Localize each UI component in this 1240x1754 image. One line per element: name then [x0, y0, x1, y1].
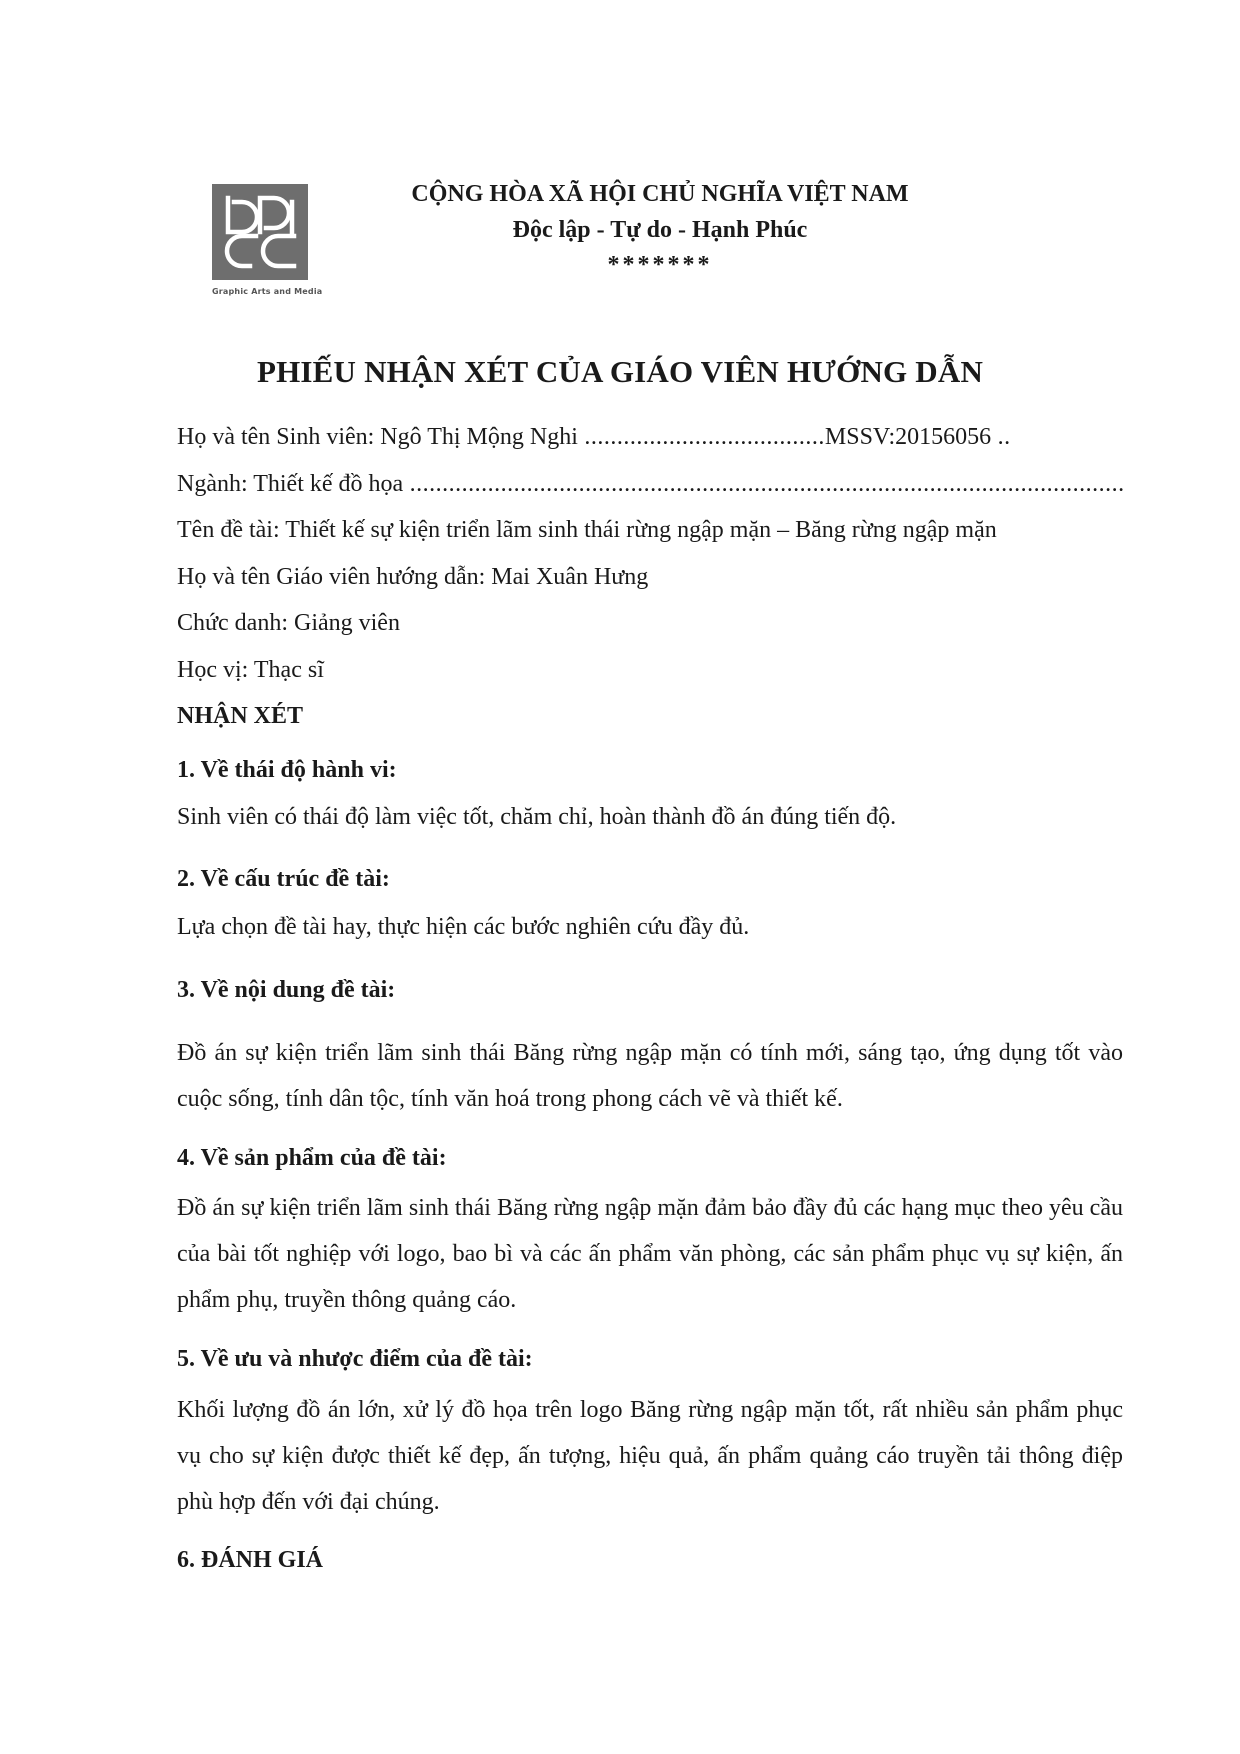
header-stars: ******* [607, 252, 713, 278]
student-id: MSSV:20156056 [824, 424, 992, 450]
page-title: PHIẾU NHẬN XÉT CỦA GIÁO VIÊN HƯỚNG DẪN [256, 354, 984, 389]
section-heading: 6. ĐÁNH GIÁ [177, 1547, 324, 1573]
section-heading: 5. Về ưu và nhược điểm của đề tài: [177, 1346, 533, 1372]
major-dots: .............................................................................................................. [403, 471, 1125, 497]
graphic-arts-media-logo-icon [212, 184, 308, 280]
section-text: Sinh viên có thái độ làm việc tốt, chăm chỉ, hoàn thành đồ án đúng tiến độ. [177, 804, 897, 830]
national-name: CỘNG HÒA XÃ HỘI CHỦ NGHĨA VIỆT NAM [411, 181, 909, 207]
student-line [177, 424, 1011, 451]
position-line: Chức danh: Giảng viên [177, 610, 400, 636]
national-header [370, 176, 950, 282]
comments-heading: NHẬN XÉT [177, 703, 304, 729]
topic-line: Tên đề tài: Thiết kế sự kiện triển lãm sinh thái rừng ngập mặn – Băng rừng ngập mặn [177, 517, 997, 543]
student-name: Họ và tên Sinh viên: Ngô Thị Mộng Nghi [177, 424, 578, 450]
advisor-line: Họ và tên Giáo viên hướng dẫn: Mai Xuân Hưng [177, 564, 649, 590]
major-line [177, 471, 1125, 498]
section-heading: 3. Về nội dung đề tài: [177, 977, 396, 1003]
degree-line: Học vị: Thạc sĩ [177, 657, 324, 683]
national-motto: Độc lập - Tự do - Hạnh Phúc [512, 217, 808, 243]
major: Ngành: Thiết kế đồ họa [177, 471, 404, 497]
student-dots: ..................................... [577, 424, 825, 450]
section-text: Lựa chọn đề tài hay, thực hiện các bước nghiên cứu đầy đủ. [177, 914, 750, 940]
logo-caption: Graphic Arts and Media [212, 287, 323, 296]
section-text: Đồ án sự kiện triển lãm sinh thái Băng rừng ngập mặn có tính mới, sáng tạo, ứng dụng tốt vào cuộc sống, tính dân tộc, tính văn hoá trong phong cách vẽ và thiết kế. [177, 1040, 1123, 1112]
section-text: Khối lượng đồ án lớn, xử lý đồ họa trên logo Băng rừng ngập mặn tốt, rất nhiều sản phẩm phục vụ cho sự kiện được thiết kế đẹp, ấn tượng, hiệu quả, ấn phẩm quảng cáo truyền tải thông điệp phù hợp đến với đại chúng. [177, 1397, 1123, 1515]
student-id-dots: .. [991, 424, 1011, 450]
section-heading: 1. Về thái độ hành vi: [177, 757, 397, 783]
section-heading: 4. Về sản phẩm của đề tài: [177, 1145, 447, 1171]
section-heading: 2. Về cấu trúc đề tài: [177, 866, 390, 892]
section-text: Đồ án sự kiện triển lãm sinh thái Băng rừng ngập mặn đảm bảo đầy đủ các hạng mục theo yêu cầu của bài tốt nghiệp với logo, bao bì và các ấn phẩm văn phòng, các sản phẩm phục vụ sự kiện, ấn phẩm phụ, truyền thông quảng cáo. [177, 1195, 1123, 1313]
